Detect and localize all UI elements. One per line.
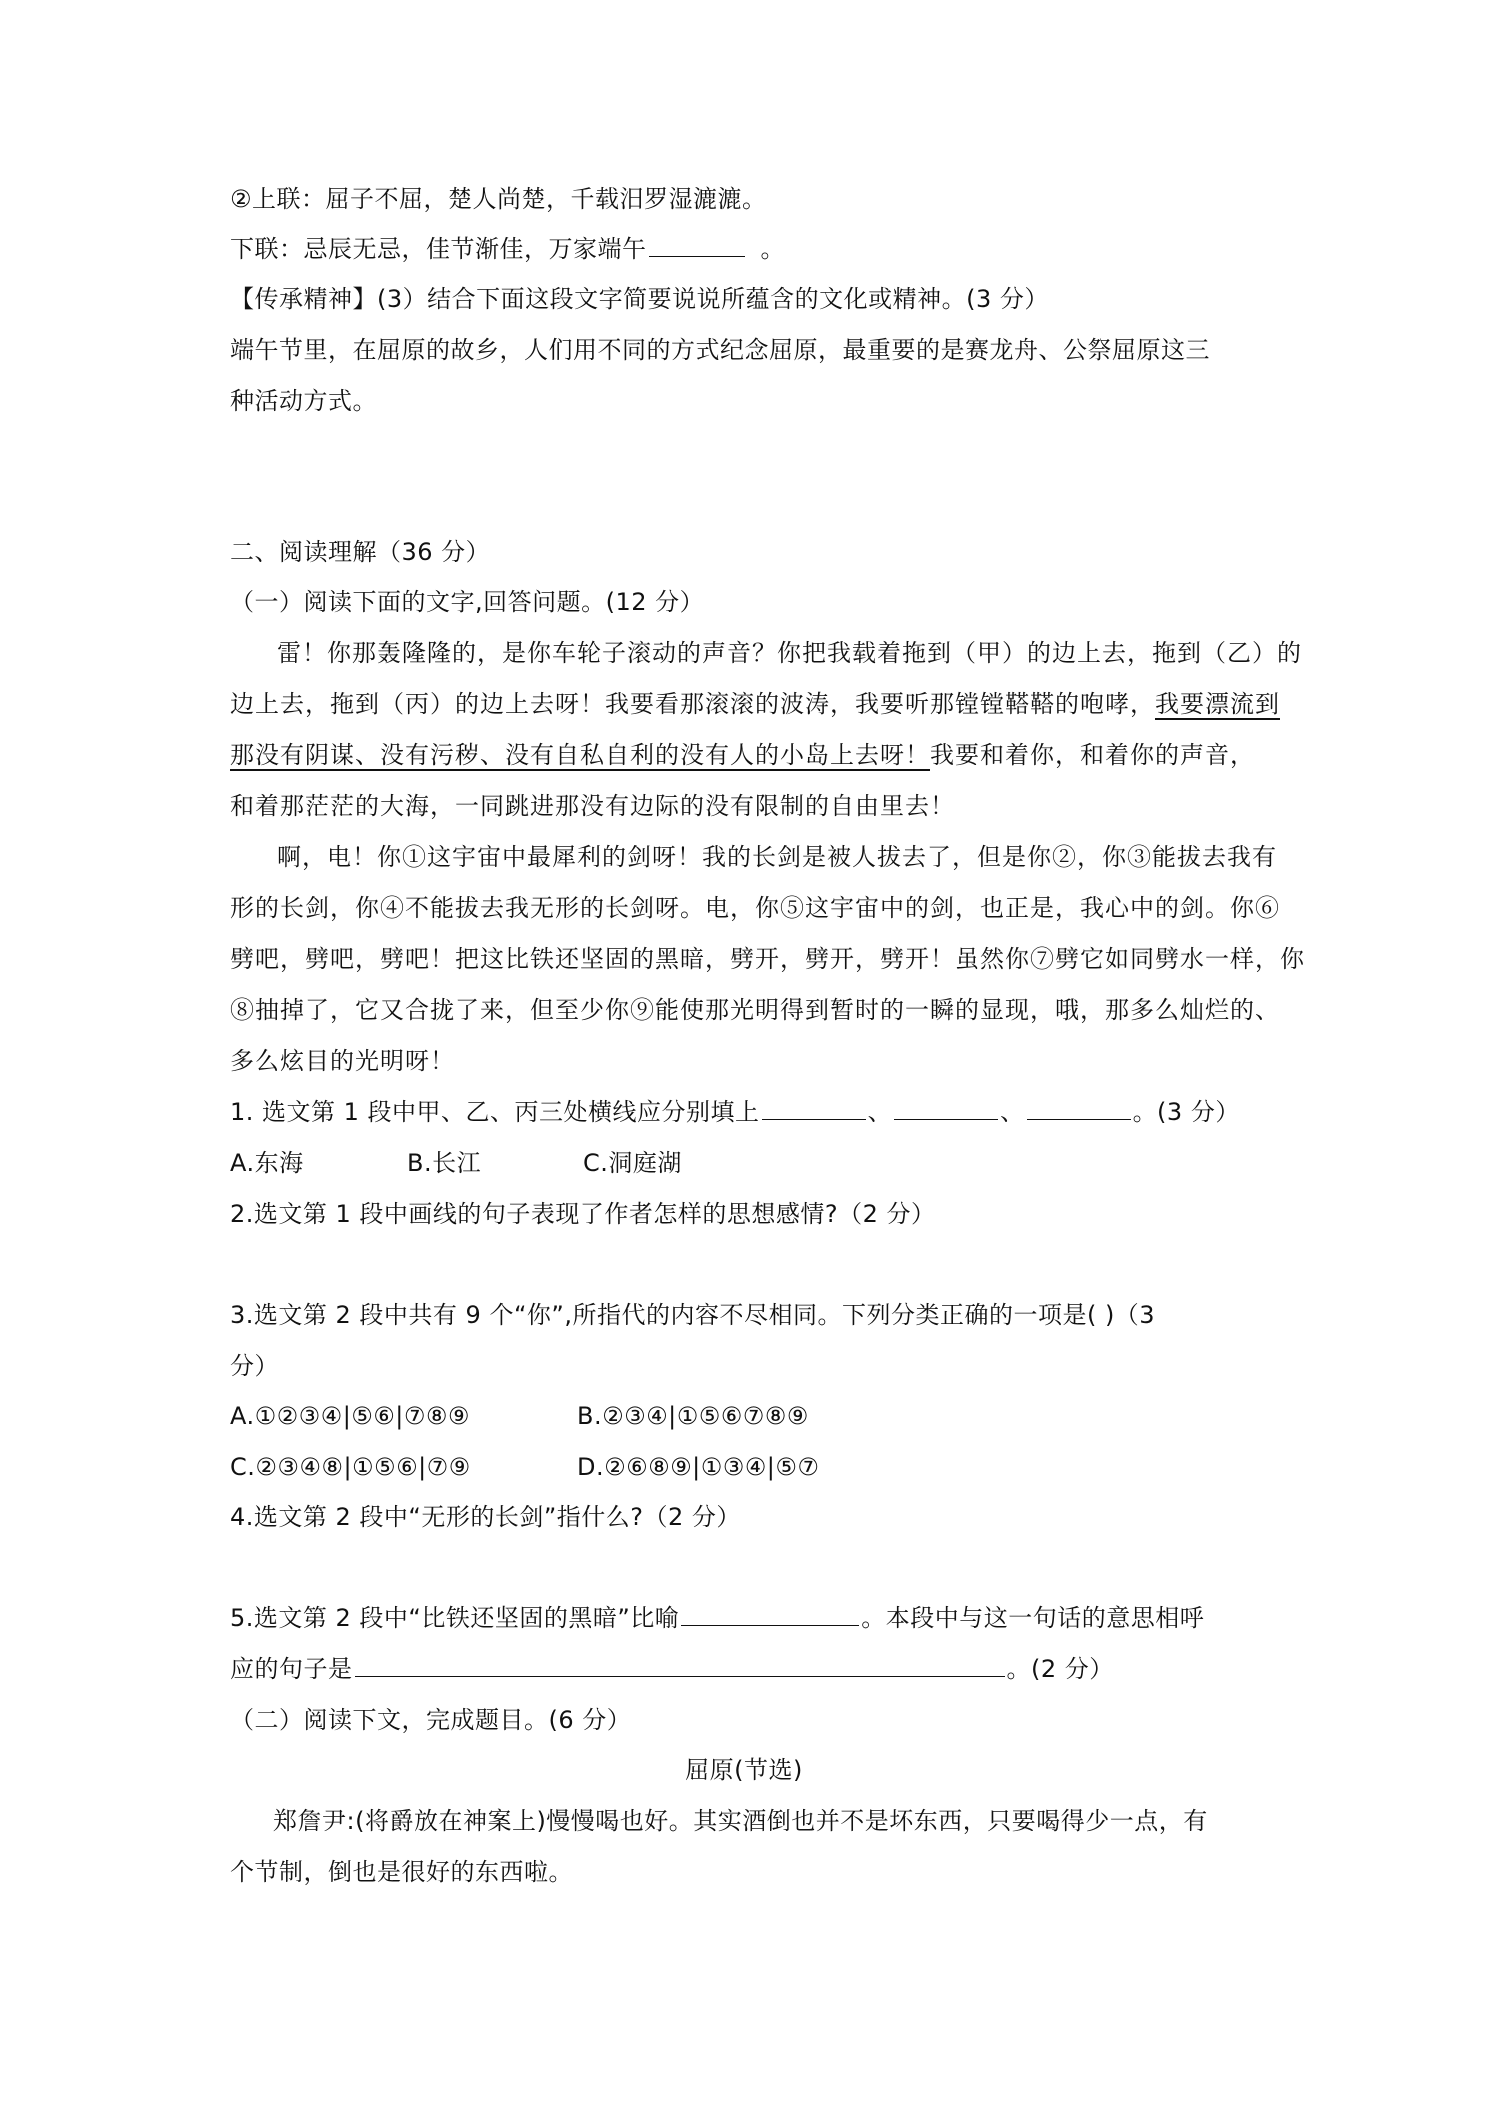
part2-heading: 屈原(节选) <box>685 1756 803 1784</box>
underlined-sentence-start: 我要漂流到 <box>1155 690 1280 718</box>
passage1-line-2 <box>230 687 1280 721</box>
part1-title: （一）阅读下面的文字,回答问题。(12 分） <box>230 588 705 616</box>
question-3-line-2: 分） <box>230 1352 279 1380</box>
question-1-score: 。(3 分） <box>1132 1098 1240 1126</box>
q3-option-c: C.②③④⑧|①⑤⑥|⑦⑨ <box>230 1453 471 1481</box>
question-5-text: 5.选文第 2 段中“比铁还坚固的黑暗”比喻 <box>230 1604 680 1632</box>
question-1-text: 1. 选文第 1 段中甲、乙、丙三处横线应分别填上 <box>230 1098 760 1126</box>
passage2-line-5: 多么炫目的光明呀！ <box>230 1047 455 1075</box>
q3-option-a: A.①②③④|⑤⑥|⑦⑧⑨ <box>230 1402 470 1430</box>
couplet-upper-line: ②上联：屈子不屈，楚人尚楚，千载汨罗湿漉漉。 <box>230 185 767 213</box>
question-5-line-2 <box>230 1652 1114 1686</box>
couplet-lower-line <box>230 232 785 266</box>
question-4: 4.选文第 2 段中“无形的长剑”指什么?（2 分） <box>230 1503 741 1531</box>
passage2-line-3: 劈吧，劈吧，劈吧！把这比铁还坚固的黑暗，劈开，劈开，劈开！虽然你⑦劈它如同劈水一样，你 <box>230 945 1305 973</box>
q1-separator-2: 、 <box>1000 1098 1025 1126</box>
passage1-line-3-text: 我要和着你，和着你的声音， <box>930 741 1255 769</box>
q5-metaphor-blank[interactable] <box>681 1603 859 1626</box>
q3-options-row-1 <box>230 1399 930 1433</box>
question-5-line-1 <box>230 1601 1204 1635</box>
heritage-question: 【传承精神】(3）结合下面这段文字简要说说所蕴含的文化或精神。(3 分） <box>230 285 1049 313</box>
passage2-line-4: ⑧抽掉了，它又合拢了来，但至少你⑨能使那光明得到暂时的一瞬的显现，哦，那多么灿烂的、 <box>230 996 1280 1024</box>
passage2-line-2: 形的长剑，你④不能拔去我无形的长剑呀。电，你⑤这宇宙中的剑，也正是，我心中的剑。你⑥ <box>230 894 1280 922</box>
passage1-line-2-text: 边上去，拖到（丙）的边上去呀！我要看那滚滚的波涛，我要听那镗镗鞳鞳的咆哮， <box>230 690 1155 718</box>
passage1-line-3 <box>230 738 1255 772</box>
part2-text-line-2: 个节制，倒也是很好的东西啦。 <box>230 1858 573 1886</box>
q1-option-c: C.洞庭湖 <box>583 1149 682 1177</box>
question-1 <box>230 1095 1240 1129</box>
q5-sentence-blank[interactable] <box>355 1654 1005 1677</box>
section-title: 二、阅读理解（36 分） <box>230 538 491 566</box>
q3-option-d: D.②⑥⑧⑨|①③④|⑤⑦ <box>577 1453 820 1481</box>
question-2: 2.选文第 1 段中画线的句子表现了作者怎样的思想感情?（2 分） <box>230 1200 936 1228</box>
question-5-score: 。(2 分） <box>1006 1655 1114 1683</box>
q1-separator-1: 、 <box>867 1098 893 1126</box>
passage1-line-4: 和着那茫茫的大海，一同跳进那没有边际的没有限制的自由里去！ <box>230 792 955 820</box>
q3-options-row-2 <box>230 1450 930 1484</box>
question-5-text-cont: 。本段中与这一句话的意思相呼 <box>861 1604 1205 1632</box>
question-5-line-2-text: 应的句子是 <box>230 1655 353 1683</box>
q1-blank-jia[interactable] <box>762 1097 866 1120</box>
question-3-line-1: 3.选文第 2 段中共有 9 个“你”,所指代的内容不尽相同。下列分类正确的一项是( )（3 <box>230 1301 1156 1329</box>
underlined-sentence-end: 那没有阴谋、没有污秽、没有自私自利的没有人的小岛上去呀！ <box>230 741 930 769</box>
couplet-answer-blank[interactable] <box>649 234 745 257</box>
heritage-text-line-2: 种活动方式。 <box>230 387 377 415</box>
passage1-line-1: 雷！你那轰隆隆的，是你车轮子滚动的声音？你把我载着拖到（甲）的边上去，拖到（乙）的 <box>277 639 1302 667</box>
couplet-lower-text: 下联：忌辰无忌，佳节渐佳，万家端午 <box>230 235 647 263</box>
passage2-line-1: 啊，电！你①这宇宙中最犀利的剑呀！我的长剑是被人拔去了，但是你②，你③能拔去我有 <box>277 843 1277 871</box>
q1-blank-yi[interactable] <box>894 1097 998 1120</box>
q1-options <box>230 1146 830 1180</box>
q1-blank-bing[interactable] <box>1027 1097 1131 1120</box>
part2-title: （二）阅读下文，完成题目。(6 分） <box>230 1706 632 1734</box>
heritage-text-line-1: 端午节里，在屈原的故乡，人们用不同的方式纪念屈原，最重要的是赛龙舟、公祭屈原这三 <box>230 336 1210 364</box>
part2-text-line-1: 郑詹尹:(将爵放在神案上)慢慢喝也好。其实酒倒也并不是坏东西，只要喝得少一点，有 <box>273 1807 1208 1835</box>
q3-option-b: B.②③④|①⑤⑥⑦⑧⑨ <box>577 1402 809 1430</box>
couplet-lower-end: 。 <box>760 235 785 263</box>
q1-option-a: A.东海 <box>230 1149 304 1177</box>
q1-option-b: B.长江 <box>407 1149 482 1177</box>
